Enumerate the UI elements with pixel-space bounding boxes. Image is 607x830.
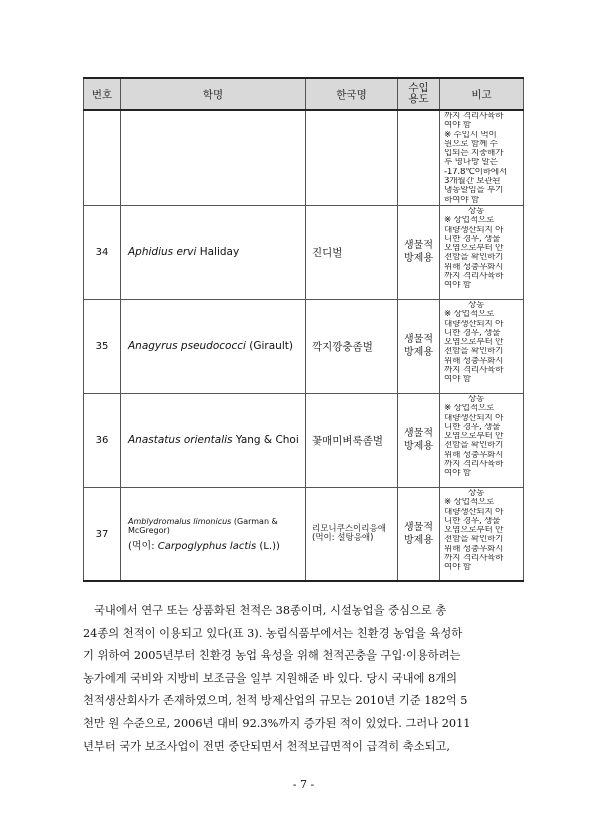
row-number: 34 — [84, 205, 121, 299]
paragraph-line: 천적생산회사가 존재하였으며, 천적 방제산업의 규모는 2010년 기준 182억 5 — [83, 694, 468, 708]
remarks-line: 위해 성충우화시 — [444, 450, 504, 460]
import-purpose-text: 생물적 방제용 — [404, 334, 433, 359]
paragraph-line: 년부터 국가 보조사업이 전면 중단되면서 천적보급면적이 급격히 축소되고, — [83, 739, 451, 753]
import-purpose — [398, 205, 440, 299]
remarks-line: 위해 성충우화시 — [444, 356, 504, 366]
species-name: Aphidius ervi — [128, 246, 197, 259]
remarks-line: 대량생산되지 아 — [444, 413, 504, 423]
korean-name: 꽃매미벼룩좀벌 — [306, 393, 398, 487]
remarks-line: 여야 함 — [444, 281, 471, 291]
table-row — [84, 299, 524, 393]
remarks-cell — [440, 110, 524, 205]
header-import-purpose — [398, 78, 440, 110]
remarks-line: 여야 함 — [444, 469, 471, 479]
remarks-line: 대량생산되지 아 — [444, 507, 504, 517]
row-number-cell — [84, 110, 121, 205]
remarks-line: 상동 — [468, 300, 485, 310]
remarks-line: 니한 경우, 생물 — [444, 328, 501, 338]
remarks-line: ※ 상업적으로 — [444, 310, 495, 320]
table-row — [84, 110, 524, 205]
remarks-line: 위해 성충우화시 — [444, 262, 504, 272]
remarks-line: 니한 경우, 생물 — [444, 516, 501, 526]
scientific-name — [121, 487, 306, 581]
remarks-line: 니한 경우, 생물 — [444, 234, 501, 244]
paragraph-line: 24종의 천적이 이용되고 있다(표 3). 농림식품부에서는 친환경 농업을 육성하 — [83, 626, 463, 640]
paragraph-line: 농가에게 국비와 지방비 보조금을 일부 지원해준 바 있다. 당시 국내에 8개의 — [83, 671, 458, 685]
scientific-name — [121, 299, 306, 393]
body-paragraph — [83, 600, 523, 758]
remarks-line: 하여야 함 — [444, 195, 479, 205]
paragraph-line: 국내에서 연구 또는 상품화된 천적은 38종이며, 시설농업을 중심으로 총 — [94, 604, 447, 617]
species-name: Amblydromalus limonicus — [128, 516, 232, 526]
remarks-line: 상동 — [468, 394, 485, 404]
remarks-line: -17.8℃이하에서 — [444, 167, 508, 177]
paragraph-line: 기 위하여 2005년부터 친환경 농업 육성을 위해 천적곤충을 구입·이용하려는 — [83, 649, 461, 663]
remarks-cell — [440, 393, 524, 487]
remarks-line: 오염으로부터 안 — [444, 432, 504, 442]
remarks-line: 전함을 확인하기 — [444, 441, 504, 451]
remarks-cell — [440, 299, 524, 393]
prey-name: Carpoglyphus lactis — [157, 540, 257, 552]
species-author: (Girault) — [245, 340, 293, 353]
korean-name — [306, 487, 398, 581]
import-purpose — [398, 393, 440, 487]
remarks-line: ※ 상업적으로 — [444, 216, 495, 226]
remarks-line: 여야 함 — [444, 375, 471, 385]
remarks-cell — [440, 487, 524, 581]
remarks-line: 대량생산되지 아 — [444, 225, 504, 235]
species-author: (Garman & McGregor) — [128, 516, 278, 535]
table-row — [84, 205, 524, 299]
remarks-line: 전함을 확인하기 — [444, 535, 504, 545]
header-number: 번호 — [84, 78, 121, 110]
import-purpose — [398, 299, 440, 393]
row-number: 37 — [84, 487, 121, 581]
remarks-line: 까지 격리사육하 — [444, 112, 504, 121]
scientific-name — [121, 393, 306, 487]
import-purpose-text: 생물적 방제용 — [404, 522, 433, 547]
scientific-name — [121, 205, 306, 299]
prey-prefix: (먹이: — [128, 540, 158, 552]
remarks-line: 대량생산되지 아 — [444, 319, 504, 329]
remarks-line: ※ 상업적으로 — [444, 404, 495, 414]
remarks-line: 상동 — [468, 206, 485, 216]
row-number: 35 — [84, 299, 121, 393]
remarks-line: 까지 격리사육하 — [444, 460, 504, 470]
remarks-line: 상동 — [468, 488, 485, 498]
natural-enemy-table — [83, 77, 524, 582]
species-name: Anastatus orientalis — [128, 434, 233, 447]
table-row — [84, 487, 524, 581]
remarks-line: 까지 격리사육하 — [444, 272, 504, 282]
species-line — [128, 517, 305, 535]
prey-line — [128, 537, 305, 552]
remarks-line: 입되는 지중해가 — [444, 149, 504, 159]
remarks-line: ※ 상업적으로 — [444, 498, 495, 508]
remarks-line: 3개월간 보관된 — [444, 177, 501, 187]
header-remarks: 비고 — [440, 78, 524, 110]
table-row — [84, 393, 524, 487]
remarks-line: ※ 수입시 먹이 — [444, 130, 497, 140]
row-scientific-cell — [121, 110, 306, 205]
species-author: Yang & Choi — [232, 434, 299, 447]
import-purpose — [398, 487, 440, 581]
remarks-line: 여야 함 — [444, 121, 471, 131]
row-korean-cell — [306, 110, 398, 205]
species-name: Anagyrus pseudococci — [128, 340, 246, 353]
remarks-line: 오염으로부터 안 — [444, 526, 504, 536]
species-author: Haliday — [196, 246, 240, 259]
import-purpose-text: 생물적 방제용 — [404, 240, 433, 265]
korean-name: 깍지깡충좀벌 — [306, 299, 398, 393]
korean-name-text: 리모니쿠스이리응애 (먹이: 설탕응애) — [312, 524, 386, 544]
row-use-cell — [398, 110, 440, 205]
prey-suffix: (L.)) — [256, 540, 280, 552]
remarks-line: 여야 함 — [444, 563, 471, 573]
header-korean-name: 한국명 — [306, 78, 398, 110]
row-number: 36 — [84, 393, 121, 487]
import-purpose-text: 생물적 방제용 — [404, 428, 433, 453]
remarks-line: 까지 격리사육하 — [444, 366, 504, 376]
remarks-line: 원으로 함께 수 — [444, 139, 498, 149]
remarks-line: 루 명나방 알은 — [444, 158, 498, 168]
remarks-line: 오염으로부터 안 — [444, 244, 504, 254]
remarks-line: 오염으로부터 안 — [444, 338, 504, 348]
header-scientific-name: 학명 — [121, 78, 306, 110]
page-number: - 7 - — [292, 778, 315, 791]
header-import-purpose-text: 수입 용도 — [408, 82, 429, 105]
remarks-line: 전함을 확인하기 — [444, 253, 504, 263]
korean-name: 진디벌 — [306, 205, 398, 299]
remarks-cell — [440, 205, 524, 299]
remarks-line: 냉동알임을 부기 — [444, 186, 504, 196]
remarks-line: 전함을 확인하기 — [444, 347, 504, 357]
paragraph-line: 천만 원 수준으로, 2006년 대비 92.3%까지 증가된 적이 있었다. 그러나 2011 — [83, 716, 471, 730]
remarks-line: 위해 성충우화시 — [444, 544, 504, 554]
remarks-line: 니한 경우, 생물 — [444, 422, 501, 432]
table-header-row — [84, 78, 524, 110]
remarks-line: 까지 격리사육하 — [444, 554, 504, 564]
